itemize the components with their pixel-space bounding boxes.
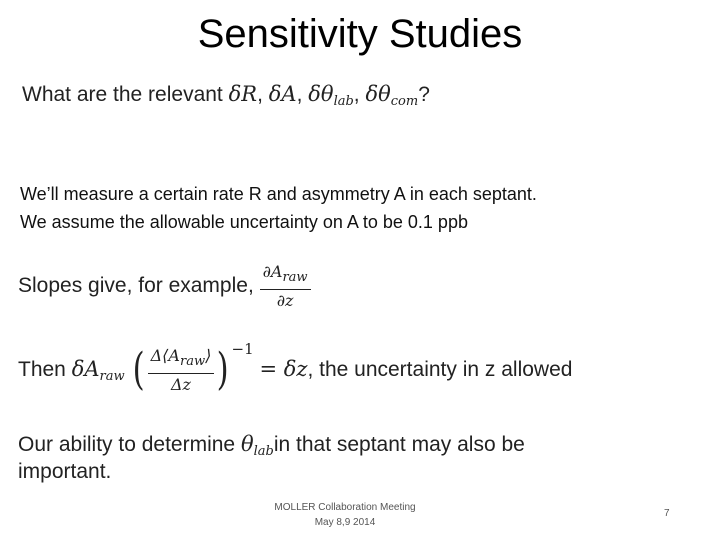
minus-one-exponent: −1 — [231, 340, 254, 358]
delta-avg-a: Δ⟨A — [150, 345, 180, 365]
page-number: 7 — [664, 508, 670, 519]
delta-a-symbol: δA — [268, 82, 297, 106]
raw-subscript: raw — [282, 270, 308, 285]
comma-1: , — [257, 83, 263, 106]
ability-prefix: Our ability to determine — [18, 433, 241, 456]
delta-theta-com-symbol: δθ — [365, 82, 391, 106]
fraction-numerator — [260, 262, 311, 290]
partial-a-symbol: ∂A — [262, 262, 283, 281]
footer-line-2: May 8,9 2014 — [314, 517, 376, 528]
equals-delta-z: = δz — [259, 357, 308, 381]
question-mark: ? — [418, 83, 430, 106]
then-suffix: , the uncertainty in z allowed — [307, 358, 573, 381]
lab-subscript: lab — [333, 94, 354, 109]
delta-r-symbol: δR — [228, 82, 258, 106]
left-paren: ( — [133, 344, 146, 396]
angle-close: ⟩ — [205, 345, 212, 365]
delta-ratio-fraction — [148, 346, 215, 395]
question-prefix: What are the relevant — [22, 83, 229, 106]
then-prefix: Then — [18, 358, 72, 381]
then-line — [18, 340, 572, 395]
footer — [240, 500, 450, 530]
then-raw-subscript: raw — [99, 369, 125, 384]
ability-lab-subscript: lab — [253, 444, 274, 459]
ability-line-2: important. — [18, 460, 112, 483]
fraction-denominator: ∂z — [276, 291, 294, 310]
measure-line-1: We’ll measure a certain rate R and asymmetry A in each septant. — [20, 184, 537, 204]
slopes-prefix: Slopes give, for example, — [18, 274, 254, 298]
right-paren: ) — [216, 344, 229, 396]
ratio-raw-subscript: raw — [179, 353, 206, 369]
com-subscript: com — [390, 94, 419, 109]
delta-a-raw-symbol: δA — [71, 357, 100, 381]
comma-2: , — [296, 83, 303, 106]
measure-line-2: We assume the allowable uncertainty on A to be 0.1 ppb — [20, 212, 468, 232]
footer-line-1: MOLLER Collaboration Meeting — [274, 502, 416, 513]
slopes-line — [18, 262, 311, 311]
delta-theta-lab-symbol: δθ — [308, 82, 334, 106]
comma-3: , — [353, 83, 360, 106]
ability-suffix: in that septant may also be — [273, 433, 525, 456]
question-line — [22, 82, 430, 109]
ratio-numerator — [148, 346, 215, 374]
ratio-denominator: Δz — [170, 374, 191, 394]
ability-line-1 — [18, 432, 525, 459]
partial-derivative-fraction — [260, 262, 311, 311]
theta-lab-symbol: θ — [240, 432, 254, 456]
slide-title: Sensitivity Studies — [197, 12, 523, 56]
